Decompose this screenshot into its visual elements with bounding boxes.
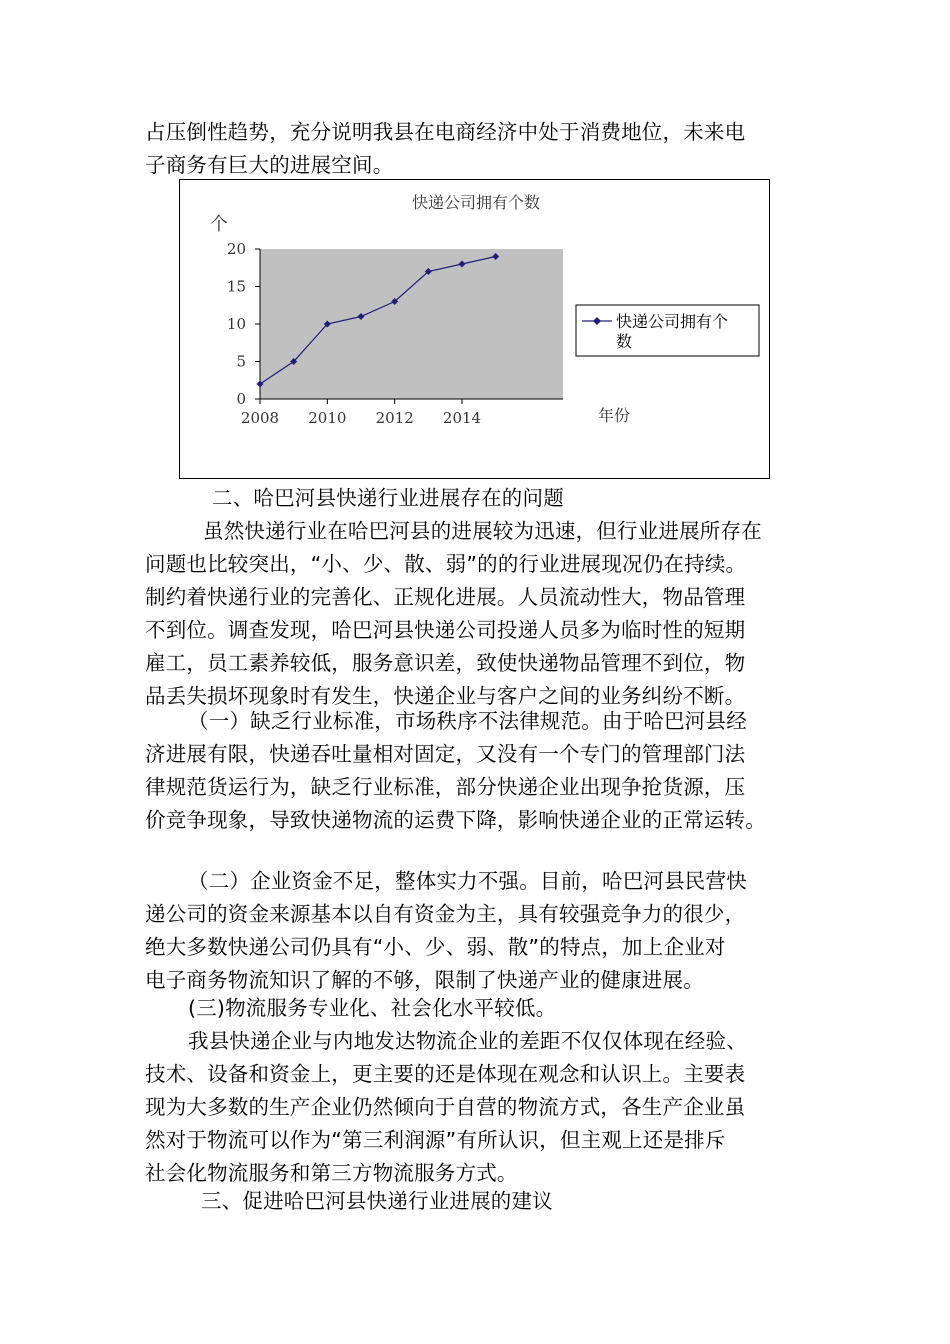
x-axis-label: 年份 [598,406,631,425]
chart-title: 快递公司拥有个数 [411,193,541,212]
y-tick-label: 0 [236,390,246,408]
paragraph-line: 技术、设备和资金上，更主要的还是体现在观念和认识上。主要表 [145,1062,746,1086]
plot-area [260,249,563,399]
paragraph-line: 问题也比较突出，“小、少、散、弱”的的行业进展现况仍在持续。 [145,552,747,576]
paragraph-line: 雇工，员工素养较低，服务意识差，致使快递物品管理不到位，物 [145,651,746,675]
legend-label: 快递公司拥有个 [616,312,729,331]
x-tick-label: 2012 [375,409,414,427]
paragraph-line: 我县快递企业与内地发达物流企业的差距不仅仅体现在经验、 [188,1029,747,1053]
paragraph-line: 绝大多数快递公司仍具有“小、少、弱、散”的特点，加上企业对 [145,935,726,959]
paragraph-line: 电子商务物流知识了解的不够，限制了快递产业的健康进展。 [145,968,704,992]
x-tick-label: 2010 [308,409,347,427]
y-tick-label: 15 [226,277,246,296]
chart-frame [179,179,770,479]
line-chart [180,180,771,480]
paragraph-line: 制约着快递行业的完善化、正规化进展。人员流动性大，物品管理 [145,585,746,609]
paragraph-line: （二）企业资金不足，整体实力不强。目前，哈巴河县民营快 [188,869,747,893]
legend [576,305,759,356]
paragraph-line: 律规范货运行为，缺乏行业标准，部分快递企业出现争抢货源，压 [145,775,746,799]
paragraph-line: 济进展有限，快递吞吐量相对固定，又没有一个专门的管理部门法 [145,742,746,766]
section-heading: 三、促进哈巴河县快递行业进展的建议 [201,1189,553,1213]
paragraph-line: 占压倒性趋势，充分说明我县在电商经济中处于消费地位，未来电 [145,120,746,144]
paragraph-line: 社会化物流服务和第三方物流服务方式。 [145,1161,518,1185]
paragraph-line: 子商务有巨大的进展空间。 [145,153,394,177]
paragraph-line: 价竞争现象，导致快递物流的运费下降，影响快递企业的正常运转。 [145,808,766,832]
y-axis-symbol: 个 [210,214,228,235]
paragraph-line: 虽然快递行业在哈巴河县的进展较为迅速，但行业进展所存在 [203,519,762,543]
paragraph-line: 品丢失损坏现象时有发生，快递企业与客户之间的业务纠纷不断。 [145,684,746,708]
legend-label-cont: 数 [616,332,633,351]
section-heading: 二、哈巴河县快递行业进展存在的问题 [212,486,564,510]
x-tick-label: 2014 [442,409,482,427]
subsection-heading: (三)物流服务专业化、社会化水平较低。 [188,996,557,1020]
x-tick-label: 2008 [240,409,280,427]
paragraph-line: 递公司的资金来源基本以自有资金为主，具有较强竞争力的很少， [145,902,746,926]
y-tick-label: 5 [236,352,246,371]
paragraph-line: 现为大多数的生产企业仍然倾向于自营的物流方式，各生产企业虽 [145,1095,746,1119]
paragraph-line: 不到位。调查发现，哈巴河县快递公司投递人员多为临时性的短期 [145,618,746,642]
paragraph-line: （一）缺乏行业标准，市场秩序不法律规范。由于哈巴河县经 [188,709,747,733]
paragraph-line: 然对于物流可以作为“第三利润源”有所认识，但主观上还是排斥 [145,1128,726,1152]
y-tick-label: 10 [226,315,246,333]
y-tick-label: 20 [226,240,246,258]
